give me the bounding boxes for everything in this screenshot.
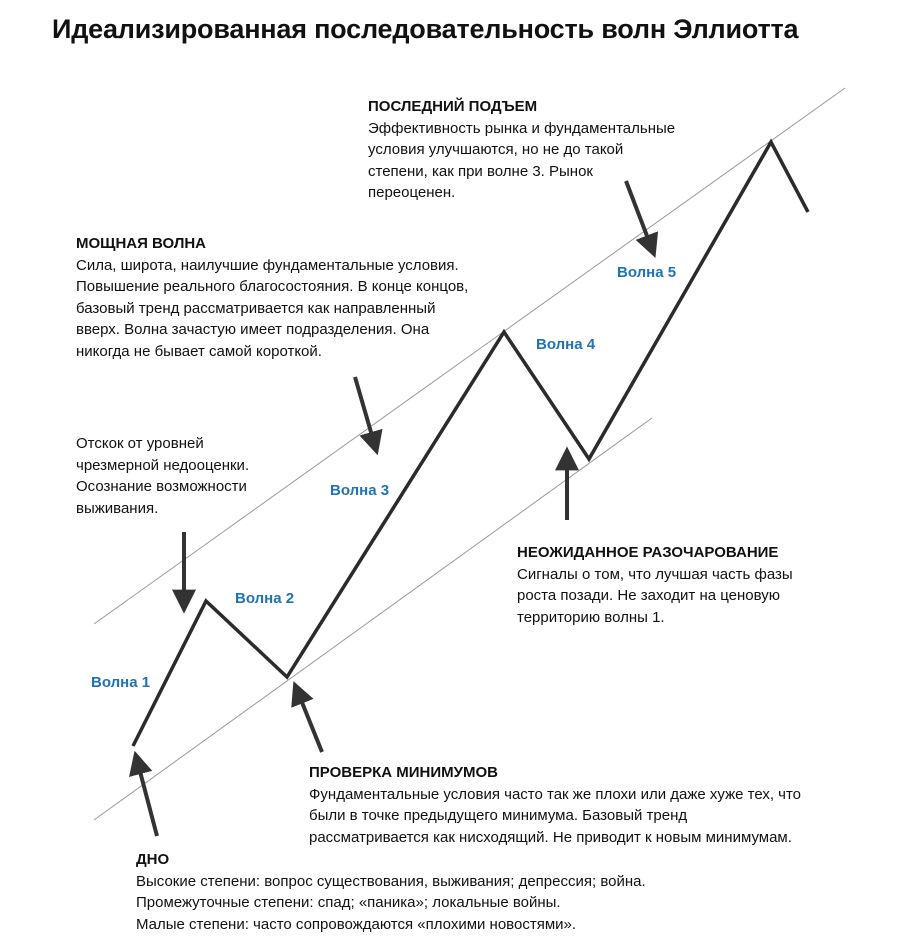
wave-label-1: Волна 1: [91, 674, 151, 691]
annotation-line: вверх. Волна зачастую имеет подразделения. Она: [76, 321, 430, 338]
annotation-line: были в точке предыдущего минимума. Базовый тренд: [309, 807, 688, 824]
annotation-line: чрезмерной недооценки.: [76, 456, 250, 474]
annotation-heading: МОЩНАЯ ВОЛНА: [76, 235, 207, 252]
annotation-heading: ДНО: [136, 851, 170, 868]
annotation-line: базовый тренд рассматривается как направленный: [76, 299, 436, 317]
arrow-bottom: [137, 760, 157, 836]
annotation-rebound: [76, 433, 249, 519]
annotation-line: условия улучшаются, но не до такой: [368, 141, 624, 158]
annotation-line: переоценен.: [368, 184, 456, 201]
annotation-line: Повышение реального благосостояния. В конце концов,: [76, 278, 469, 295]
annotation-line: Сигналы о том, что лучшая часть фазы: [517, 565, 793, 583]
annotation-test-lows: [309, 762, 801, 848]
arrow-test-lows: [297, 690, 322, 752]
annotation-heading: ПРОВЕРКА МИНИМУМОВ: [309, 764, 498, 781]
annotation-line: Эффективность рынка и фундаментальные: [368, 119, 676, 137]
annotation-line: Сила, широта, наилучшие фундаментальные условия.: [76, 256, 459, 274]
annotation-heading: ПОСЛЕДНИЙ ПОДЪЕМ: [368, 98, 538, 115]
annotation-line: Осознание возможности: [76, 478, 247, 495]
annotation-line: рассматривается как нисходящий. Не приводит к новым минимумам.: [309, 828, 792, 846]
annotation-line: Высокие степени: вопрос существования, выживания; депрессия; война.: [136, 872, 646, 890]
annotation-line: степени, как при волне 3. Рынок: [368, 162, 593, 180]
wave-label-4: Волна 4: [536, 336, 596, 353]
annotation-last-rise: [368, 96, 675, 204]
annotation-line: выживания.: [76, 499, 159, 517]
annotation-line: Фундаментальные условия часто так же плохи или даже хуже тех, что: [309, 785, 802, 803]
annotation-heading: НЕОЖИДАННОЕ РАЗОЧАРОВАНИЕ: [517, 544, 779, 561]
annotation-bottom: [136, 849, 646, 935]
page-title: Идеализированная последовательность волн Эллиотта: [52, 14, 799, 44]
annotation-line: Отскок от уровней: [76, 435, 204, 452]
wave-label-3: Волна 3: [330, 482, 390, 499]
annotation-line: территорию волны 1.: [517, 608, 665, 626]
annotation-line: Малые степени: часто сопровождаются «плохими новостями».: [136, 915, 577, 933]
annotation-line: роста позади. Не заходит на ценовую: [517, 587, 781, 604]
annotation-power-wave: [76, 233, 468, 362]
wave-label-5: Волна 5: [617, 264, 677, 281]
annotation-line: Промежуточные степени: спад; «паника»; локальные войны.: [136, 894, 561, 911]
annotation-line: никогда не бывает самой короткой.: [76, 342, 322, 360]
wave-label-2: Волна 2: [235, 590, 295, 607]
annotation-disappointment: [517, 542, 793, 628]
